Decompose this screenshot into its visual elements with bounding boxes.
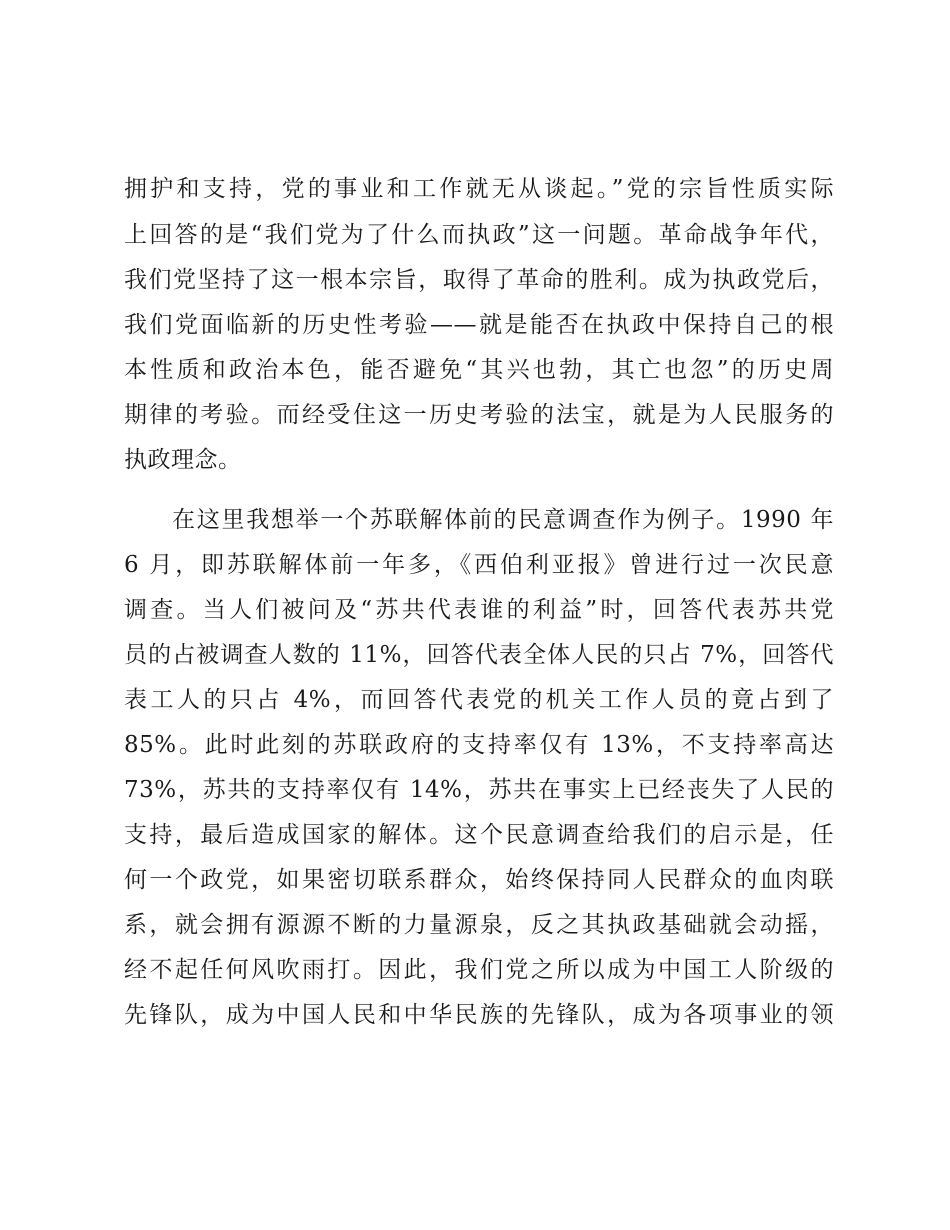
text-line: 员的占被调查人数的 11%，回答代表全体人民的只占 7%，回答代: [124, 642, 834, 668]
text-line: 系，就会拥有源源不断的力量源泉，反之其执政基础就会动摇，: [124, 912, 834, 938]
text-line: 何一个政党，如果密切联系群众，始终保持同人民群众的血肉联: [124, 867, 834, 893]
text-line: 表工人的只占 4%，而回答代表党的机关工作人员的竟占到了: [124, 687, 834, 713]
text-line: 6 月，即苏联解体前一年多，《西伯利亚报》曾进行过一次民意: [124, 552, 834, 578]
text-line: 拥护和支持，党的事业和工作就无从谈起。”党的宗旨性质实际: [124, 176, 834, 202]
text-line: 经不起任何风吹雨打。因此，我们党之所以成为中国工人阶级的: [124, 957, 834, 983]
text-line: 我们党面临新的历史性考验——就是能否在执政中保持自己的根: [124, 312, 834, 338]
text-line: 先锋队，成为中国人民和中华民族的先锋队，成为各项事业的领: [124, 1002, 834, 1028]
text-line: 在这里我想举一个苏联解体前的民意调查作为例子。1990 年: [172, 507, 834, 533]
text-line: 85%。此时此刻的苏联政府的支持率仅有 13%，不支持率高达: [124, 732, 834, 758]
text-line: 上回答的是“我们党为了什么而执政”这一问题。革命战争年代，: [124, 222, 834, 248]
text-line: 执政理念。: [124, 447, 242, 473]
text-line: 期律的考验。而经受住这一历史考验的法宝，就是为人民服务的: [124, 402, 834, 428]
text-line: 我们党坚持了这一根本宗旨，取得了革命的胜利。成为执政党后，: [124, 267, 834, 293]
text-line: 73%，苏共的支持率仅有 14%，苏共在事实上已经丧失了人民的: [124, 777, 834, 803]
text-line: 调查。当人们被问及“苏共代表谁的利益”时，回答代表苏共党: [124, 597, 834, 623]
text-line: 本性质和政治本色，能否避免“其兴也勃，其亡也忽”的历史周: [124, 357, 834, 383]
text-line: 支持，最后造成国家的解体。这个民意调查给我们的启示是，任: [124, 822, 834, 848]
